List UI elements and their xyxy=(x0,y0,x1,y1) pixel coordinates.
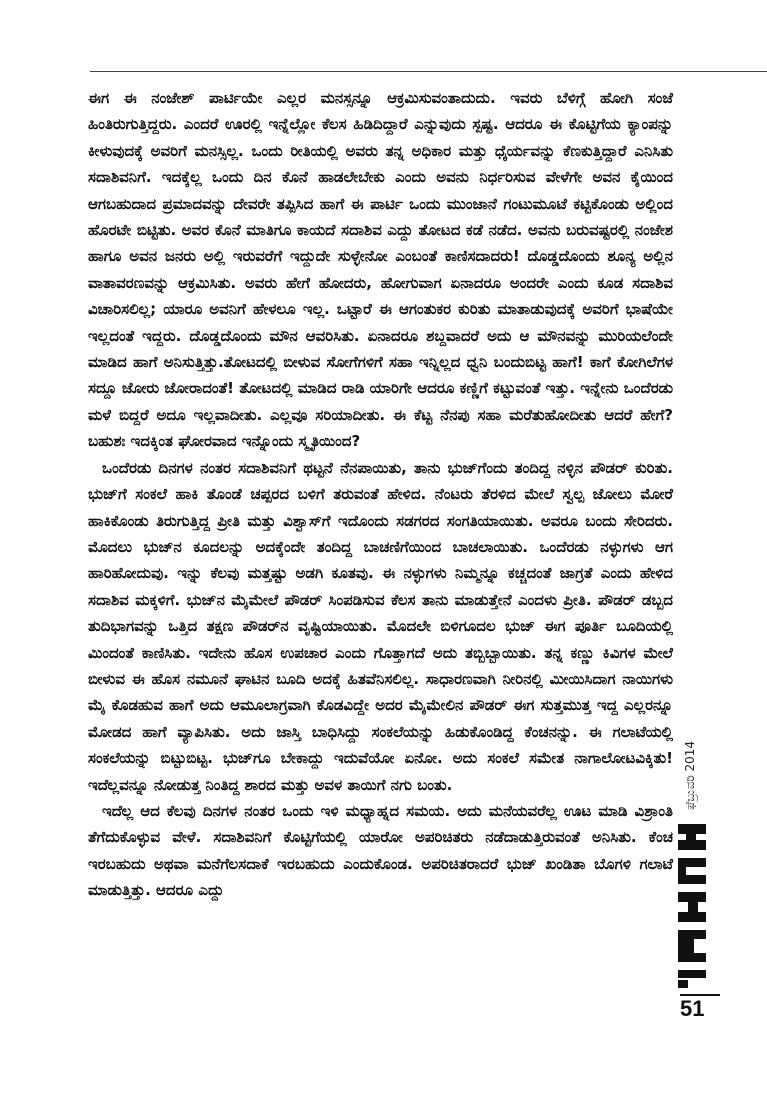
top-rule xyxy=(90,71,767,72)
paragraph-3: ಇದೆಲ್ಲ ಆದ ಕೆಲವು ದಿನಗಳ ನಂತರ ಒಂದು ಇಳಿ ಮಧ್ಯಾಹ್ನದ ಸಮಯ. ಅದು ಮನೆಯವರೆಲ್ಲ ಊಟ ಮಾಡಿ ವಿಶ್ರಾಂತಿ ತೆಗೆದುಕೊಳ್ಳುವ ವೇಳೆ. ಸದಾಶಿವನಿಗೆ ಕೊಟ್ಟಿಗೆಯಲ್ಲಿ ಯಾರೋ ಅಪರಿಚಿತರು ನಡೆದಾಡುತ್ತಿರುವಂತೆ ಅನಿಸಿತು. ಕೆಂಚ ಇರಬಹುದು ಅಥವಾ ಮನೆಗೆಲಸದಾಕೆ ಇರಬಹುದು ಎಂದುಕೊಂಡ. ಅಪರಿಚಿತರಾದರೆ ಭುಜ್ ಖಂಡಿತಾ ಬೊಗಳಿ ಗಲಾಟೆ ಮಾಡುತ್ತಿತ್ತು. ಆದರೂ ಎದ್ದು xyxy=(88,801,673,900)
magazine-logo xyxy=(672,820,712,990)
article-body xyxy=(88,85,673,904)
page-number: 51 xyxy=(680,996,705,1021)
issue-date: ಫೆಬ್ರುವರಿ 2014 xyxy=(683,740,697,810)
paragraph-1: ಈಗ ಈ ನಂಜೇಶ್ ಪಾರ್ಟಿಯೇ ಎಲ್ಲರ ಮನಸ್ಸನ್ನೂ ಆಕ್ರಮಿಸುವಂತಾದುದು. ಇವರು ಬೆಳಿಗ್ಗೆ ಹೋಗಿ ಸಂಜೆ ಹಿಂತಿರುಗುತ್ತಿದ್ದರು. ಎಂದರೆ ಊರಲ್ಲಿ ಇನ್ನೆಲ್ಲೋ ಕೆಲಸ ಹಿಡಿದಿದ್ದಾರೆ ಎನ್ನುವುದು ಸ್ಪಷ್ಟ. ಆದರೂ ಈ ಕೊಟ್ಟಿಗೆಯ ಕ್ಯಾಂಪನ್ನು ಕೀಳುವುದಕ್ಕೆ ಅವರಿಗೆ ಮನಸ್ಸಿಲ್ಲ. ಒಂದು ರೀತಿಯಲ್ಲಿ ಅವರು ತನ್ನ ಅಧಿಕಾರ ಮತ್ತು ಧೈರ್ಯವನ್ನು ಕೆಣಕುತ್ತಿದ್ದಾರೆ ಎನಿಸಿತು ಸದಾಶಿವನಿಗೆ. ಇದಕ್ಕೆಲ್ಲ ಒಂದು ದಿನ ಕೊನೆ ಹಾಡಲೇಬೇಕು ಎಂದು ಅವನು ನಿರ್ಧರಿಸುವ ವೇಳೆಗೇ ಅವನ ಕೈಯಿಂದ ಆಗಬಹುದಾದ ಪ್ರಮಾದವನ್ನು ದೇವರೇ ತಪ್ಪಿಸಿದ ಹಾಗೆ ಈ ಪಾರ್ಟಿ ಒಂದು ಮುಂಜಾನೆ ಗಂಟುಮೂಟೆ ಕಟ್ಟಿಕೊಂಡು ಅಲ್ಲಿಂದ ಹೊರಟೇ ಬಿಟ್ಟಿತು. ಅವರ ಕೊನೆ ಮಾತಿಗೂ ಕಾಯದೆ ಸದಾಶಿವ ಎದ್ದು ತೋಟದ ಕಡೆ ನಡೆದ. ಅವನು ಬರುವಷ್ಟರಲ್ಲಿ ನಂಜೇಶ ಹಾಗೂ ಅವನ ಜನರು ಅಲ್ಲಿ ಇರುವರೆಗೆ ಇದ್ದುದೇ ಸುಳ್ಳೇನೋ ಎಂಬಂತೆ ಕಾಣಿಸದಾದರು! ದೊಡ್ಡದೊಂದು ಶೂನ್ಯ ಅಲ್ಲಿನ ವಾತಾವರಣವನ್ನು ಆಕ್ರಮಿಸಿತು. ಅವರು ಹೇಗೆ ಹೋದರು, ಹೋಗುವಾಗ ಏನಾದರೂ ಅಂದರೇ ಎಂದು ಕೂಡ ಸದಾಶಿವ ವಿಚಾರಿಸಲಿಲ್ಲ; ಯಾರೂ ಅವನಿಗೆ ಹೇಳಲೂ ಇಲ್ಲ. ಒಟ್ಟಾರೆ ಈ ಆಗಂತುಕರ ಕುರಿತು ಮಾತಾಡುವುದಕ್ಕೆ ಅವರಿಗೆ ಭಾಷೆಯೇ ಇಲ್ಲದಂತೆ ಇದ್ದರು. ದೊಡ್ಡದೊಂದು ಮೌನ ಆವರಿಸಿತು. ಏನಾದರೂ ಶಬ್ದವಾದರೆ ಅದು ಆ ಮೌನವನ್ನು ಮುರಿಯಲೆಂದೇ ಮಾಡಿದ ಹಾಗೆ ಅನಿಸುತ್ತಿತ್ತು.ತೋಟದಲ್ಲಿ ಬೀಳುವ ಸೋಗೆಗಳಿಗೆ ಸಹಾ ಇನ್ನಿಲ್ಲದ ಧ್ವನಿ ಬಂದುಬಿಟ್ಟ ಹಾಗೆ! ಕಾಗೆ ಕೋಗಿಲೆಗಳ ಸದ್ದೂ ಜೋರು ಜೋರಾದಂತೆ! ತೋಟದಲ್ಲಿ ಮಾಡಿದ ರಾಡಿ ಯಾರಿಗೇ ಆದರೂ ಕಣ್ಣಿಗೆ ಕಟ್ಟುವಂತೆ ಇತ್ತು. ಇನ್ನೇನು ಒಂದೆರಡು ಮಳೆ ಬಿದ್ದರೆ ಅದೂ ಇಲ್ಲವಾದೀತು. ಎಲ್ಲವೂ ಸರಿಯಾದೀತು. ಈ ಕೆಟ್ಟ ನೆನಪು ಸಹಾ ಮರೆತುಹೋದೀತು ಆದರೆ ಹೇಗೆ? ಬಹುಶಃ ಇದಕ್ಕಿಂತ ಘೋರವಾದ ಇನ್ನೊಂದು ಸ್ಮೃತಿಯಿಂದ? xyxy=(88,89,673,451)
paragraph-2: ಒಂದೆರಡು ದಿನಗಳ ನಂತರ ಸದಾಶಿವನಿಗೆ ಥಟ್ಟನೆ ನೆನಪಾಯಿತು, ತಾನು ಭುಜ್‌ಗೆಂದು ತಂದಿದ್ದ ನಳ್ಳಿನ ಪೌಡರ್ ಕುರಿತು. ಭುಜ್‌ಗೆ ಸಂಕಲೆ ಹಾಕಿ ತೊಂಡೆ ಚಪ್ಪರದ ಬಳಿಗೆ ತರುವಂತೆ ಹೇಳಿದ. ನೆಂಟರು ತೆರಳಿದ ಮೇಲೆ ಸ್ವಲ್ಪ ಜೋಲು ಮೋರೆ ಹಾಕಿಕೊಂಡು ತಿರುಗುತ್ತಿದ್ದ ಪ್ರೀತಿ ಮತ್ತು ವಿಶ್ವಾಸ್‌ಗೆ ಇದೊಂದು ಸಡಗರದ ಸಂಗತಿಯಾಯಿತು. ಅವರೂ ಬಂದು ಸೇರಿದರು. ಮೊದಲು ಭುಜ್‌ನ ಕೂದಲನ್ನು ಅದಕ್ಕೆಂದೇ ತಂದಿದ್ದ ಬಾಚಣಿಗೆಯಿಂದ ಬಾಚಲಾಯಿತು. ಒಂದೆರಡು ನಳ್ಳುಗಳು ಆಗ ಹಾರಿಹೋದುವು. ಇನ್ನು ಕೆಲವು ಮತ್ತಷ್ಟು ಅಡಗಿ ಕೂತವು. ಈ ನಳ್ಳುಗಳು ನಿಮ್ಮನ್ನೂ ಕಚ್ಚದಂತೆ ಜಾಗ್ರತೆ ಎಂದು ಹೇಳಿದ ಸದಾಶಿವ ಮಕ್ಕಳಿಗೆ. ಭುಜ್‌ನ ಮೈಮೇಲೆ ಪೌಡರ್ ಸಿಂಪಡಿಸುವ ಕೆಲಸ ತಾನು ಮಾಡುತ್ತೇನೆ ಎಂದಳು ಪ್ರೀತಿ. ಪೌಡರ್ ಡಬ್ಬದ ತುದಿಭಾಗವನ್ನು ಒತ್ತಿದ ತಕ್ಷಣ ಪೌಡರ್‌ನ ವೃಷ್ಟಿಯಾಯಿತು. ಮೊದಲೇ ಬಿಳಿಗೂದಲ ಭುಜ್ ಈಗ ಪೂರ್ತಿ ಬೂದಿಯಲ್ಲಿ ಮಿಂದಂತೆ ಕಾಣಿಸಿತು. ಇದೇನು ಹೊಸ ಉಪಚಾರ ಎಂದು ಗೊತ್ತಾಗದೆ ಅದು ತಬ್ಬಿಬ್ಬಾಯಿತು. ತನ್ನ ಕಣ್ಣು ಕಿವಿಗಳ ಮೇಲೆ ಬೀಳುವ ಈ ಹೊಸ ನಮೂನೆ ಘಾಟಿನ ಬೂದಿ ಅದಕ್ಕೆ ಹಿತವೆನಿಸಲಿಲ್ಲ. ಸಾಧಾರಣವಾಗಿ ನೀರಿನಲ್ಲಿ ಮೀಯಿಸಿದಾಗ ನಾಯಿಗಳು ಮೈ ಕೊಡಹುವ ಹಾಗೆ ಅದು ಆಮೂಲಾಗ್ರವಾಗಿ ಕೊಡವಿದ್ದೇ ಅದರ ಮೈಮೇಲಿನ ಪೌಡರ್ ಈಗ ಸುತ್ತಮುತ್ತ ಇದ್ದ ಎಲ್ಲರನ್ನೂ ಮೋಡದ ಹಾಗೆ ವ್ಯಾಪಿಸಿತು. ಅದು ಜಾಸ್ತಿ ಬಾಧಿಸಿದ್ದು ಸಂಕಲೆಯನ್ನು ಹಿಡುಕೊಂಡಿದ್ದ ಕೆಂಚನನ್ನು. ಈ ಗಲಾಟೆಯಲ್ಲಿ ಸಂಕಲೆಯನ್ನು ಬಿಟ್ಟುಬಿಟ್ಟ. ಭುಜ್‌ಗೂ ಬೇಕಾದ್ದು ಇದುವೆಯೋ ಏನೋ. ಅದು ಸಂಕಲೆ ಸಮೇತ ನಾಗಾಲೋಟವಿಕ್ಕಿತು! ಇದೆಲ್ಲವನ್ನೂ ನೋಡುತ್ತ ನಿಂತಿದ್ದ ಶಾರದ ಮತ್ತು ಅವಳ ತಾಯಿಗೆ ನಗು ಬಂತು. xyxy=(88,458,673,794)
